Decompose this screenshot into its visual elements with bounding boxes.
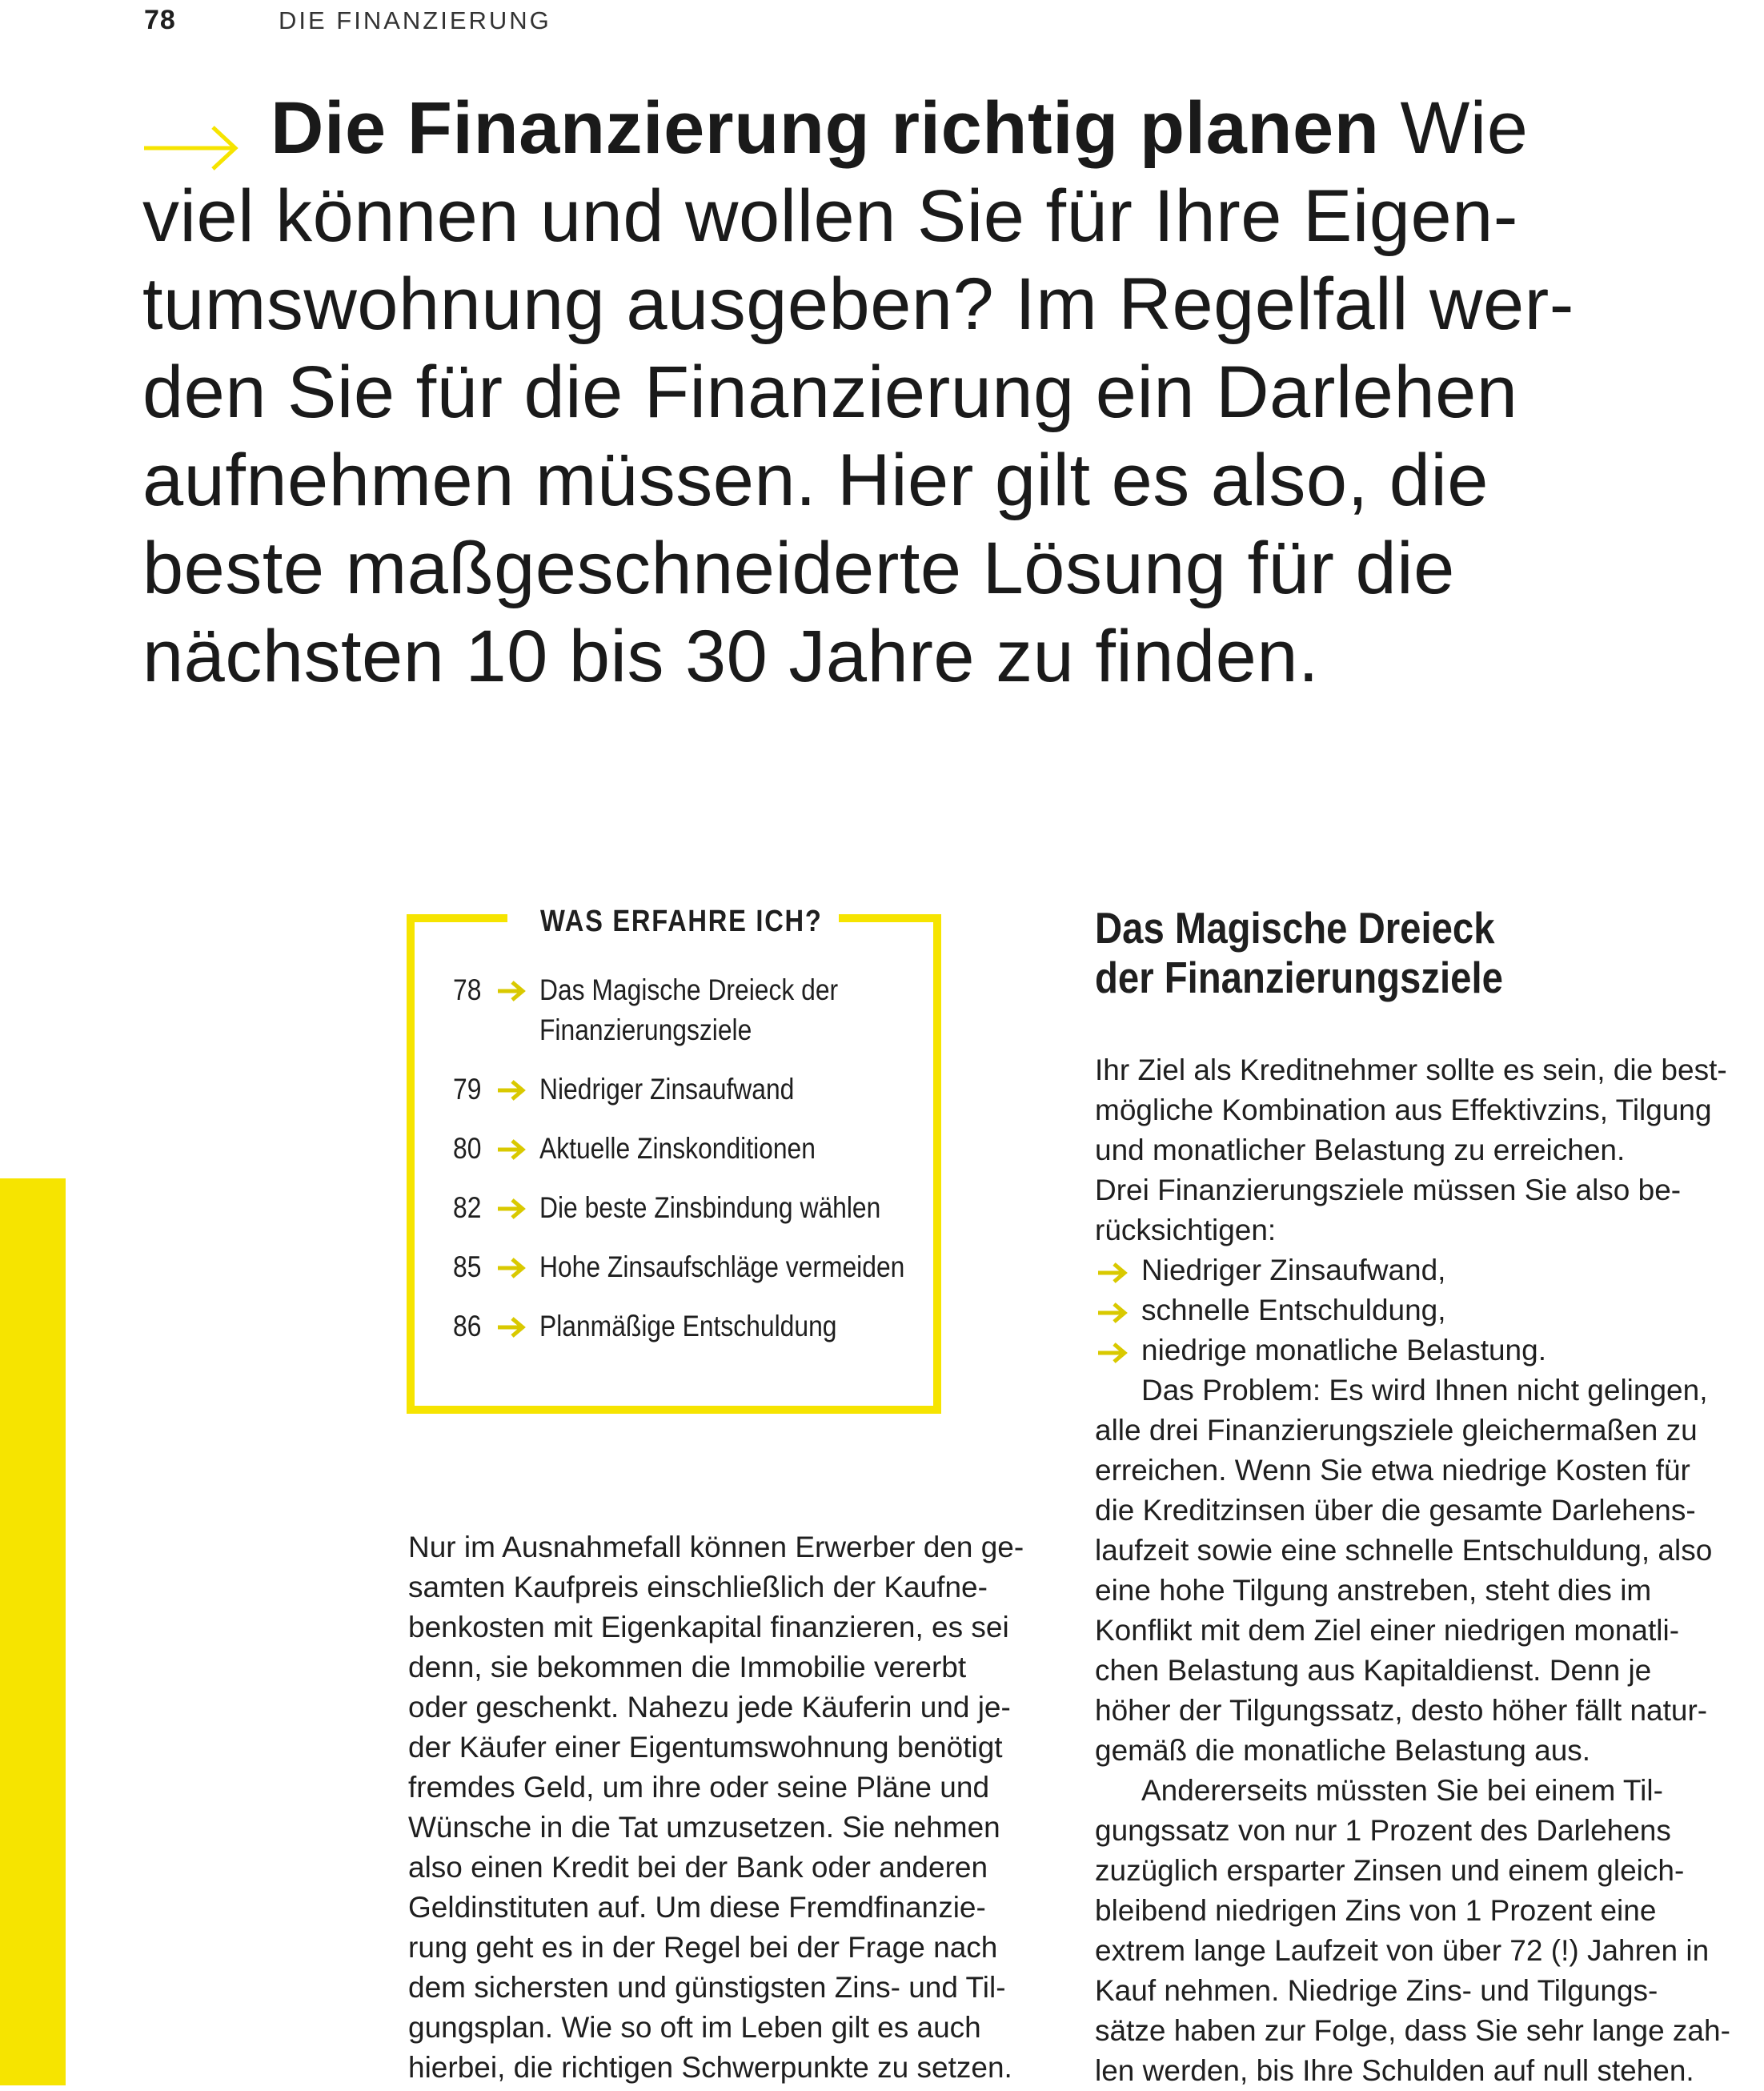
bullet-text: Niedriger Zinsaufwand, xyxy=(1141,1254,1446,1286)
text-line: der Käufer einer Eigentumswohnung benötigt xyxy=(408,1731,1003,1764)
intro-line: Wie xyxy=(1400,87,1529,169)
toc-label: Niedriger Zinsaufwand xyxy=(539,1073,795,1106)
bullet-text: schnelle Entschuldung, xyxy=(1141,1294,1446,1326)
intro-line: nächsten 10 bis 30 Jahre zu finden. xyxy=(142,616,1320,697)
arrow-right-icon xyxy=(496,1257,527,1279)
toc-label-continued: Finanzierungsziele xyxy=(539,1013,752,1046)
running-head: DIE FINANZIERUNG xyxy=(279,6,551,34)
right-column-text xyxy=(1095,1050,1743,2091)
text-line: erreichen. Wenn Sie etwa niedrige Kosten für xyxy=(1095,1454,1690,1487)
arrow-right-icon xyxy=(1096,1342,1129,1364)
text-line: chen Belastung aus Kapitaldienst. Denn je xyxy=(1095,1654,1652,1687)
arrow-right-icon xyxy=(496,1079,527,1102)
bullet-item xyxy=(1095,1290,1743,1330)
text-line: also einen Kredit bei der Bank oder anderen xyxy=(408,1851,988,1884)
bullet-item xyxy=(1095,1330,1743,1371)
text-line: Konflikt mit dem Ziel einer niedrigen monatli- xyxy=(1095,1614,1680,1647)
text-line: rücksichtigen: xyxy=(1095,1214,1277,1246)
text-line: gemäß die monatliche Belastung aus. xyxy=(1095,1734,1591,1767)
intro-line: tumswohnung ausgeben? Im Regelfall wer- xyxy=(142,263,1574,345)
text-line: alle drei Finanzierungsziele gleichermaßen zu xyxy=(1095,1414,1698,1447)
text-line: oder geschenkt. Nahezu jede Käuferin und je- xyxy=(408,1691,1011,1724)
arrow-right-icon xyxy=(496,1198,527,1220)
text-line: rung geht es in der Regel bei der Frage nach xyxy=(408,1931,998,1964)
intro-line: den Sie für die Finanzierung ein Darlehen xyxy=(142,351,1518,433)
bullet-text: niedrige monatliche Belastung. xyxy=(1141,1334,1546,1367)
left-column-text xyxy=(408,1527,1048,2088)
text-line: extrem lange Laufzeit von über 72 (!) Jahren in xyxy=(1095,1934,1710,1967)
text-line: fremdes Geld, um ihre oder seine Pläne und xyxy=(408,1771,990,1804)
arrow-right-icon xyxy=(496,1316,527,1338)
arrow-right-icon xyxy=(496,980,527,1002)
arrow-right-icon xyxy=(496,1138,527,1161)
text-line: benkosten mit Eigenkapital finanzieren, es sei xyxy=(408,1611,1009,1644)
toc-title: WAS ERFAHRE ICH? xyxy=(540,905,823,938)
text-line: und monatlicher Belastung zu erreichen. xyxy=(1095,1134,1626,1166)
toc-label: Aktuelle Zinskonditionen xyxy=(539,1132,816,1165)
yellow-side-bar xyxy=(0,1178,66,2085)
toc-page-number: 78 xyxy=(453,973,482,1006)
text-line: gungsplan. Wie so oft im Leben gilt es auch xyxy=(408,2011,981,2044)
heading-line: Das Magische Dreieck xyxy=(1095,903,1495,953)
text-line: Das Problem: Es wird Ihnen nicht gelingen, xyxy=(1141,1374,1708,1407)
text-line: samten Kaufpreis einschließlich der Kaufne- xyxy=(408,1571,988,1603)
toc-label: Das Magische Dreieck der xyxy=(539,973,839,1006)
intro-line: viel können und wollen Sie für Ihre Eigen- xyxy=(142,175,1518,257)
arrow-right-icon xyxy=(1096,1302,1129,1324)
text-line: die Kreditzinsen über die gesamte Darlehens- xyxy=(1095,1494,1696,1527)
arrow-right-icon xyxy=(142,103,240,151)
text-line: dem sichersten und günstigsten Zins- und Til- xyxy=(408,1971,1006,2004)
toc-page-number: 79 xyxy=(453,1073,482,1106)
intro-title: Die Finanzierung richtig planen xyxy=(271,87,1380,169)
toc-page-number: 80 xyxy=(453,1132,482,1165)
heading-line: der Finanzierungsziele xyxy=(1095,953,1503,1002)
toc-page-number: 86 xyxy=(453,1310,482,1342)
toc-page-number: 82 xyxy=(453,1191,482,1224)
text-line: Wünsche in die Tat umzusetzen. Sie nehmen xyxy=(408,1811,1000,1844)
text-line: bleibend niedrigen Zins von 1 Prozent eine xyxy=(1095,1894,1657,1927)
text-line: laufzeit sowie eine schnelle Entschuldung, also xyxy=(1095,1534,1713,1567)
section-heading xyxy=(1095,903,1503,1002)
text-line: Ihr Ziel als Kreditnehmer sollte es sein, die best- xyxy=(1095,1054,1727,1086)
toc-label: Die beste Zinsbindung wählen xyxy=(539,1191,881,1224)
intro-line: aufnehmen müssen. Hier gilt es also, die xyxy=(142,439,1489,521)
text-line: Geldinstituten auf. Um diese Fremdfinanzie- xyxy=(408,1891,986,1924)
text-line: Andererseits müssten Sie bei einem Til- xyxy=(1141,1774,1663,1807)
text-line: Kauf nehmen. Niedrige Zins- und Tilgungs- xyxy=(1095,1974,1658,2007)
text-line: zuzüglich ersparter Zinsen und einem gleich- xyxy=(1095,1854,1685,1887)
page-number: 78 xyxy=(144,5,176,35)
toc-label: Hohe Zinsaufschläge vermeiden xyxy=(539,1250,905,1283)
text-line: eine hohe Tilgung anstreben, steht dies im xyxy=(1095,1574,1652,1607)
text-line: len werden, bis Ihre Schulden auf null stehen. xyxy=(1095,2054,1694,2087)
arrow-right-icon xyxy=(1096,1262,1129,1284)
text-line: gungssatz von nur 1 Prozent des Darlehens xyxy=(1095,1814,1671,1847)
text-line: hierbei, die richtigen Schwerpunkte zu setzen. xyxy=(408,2051,1012,2084)
text-line: Nur im Ausnahmefall können Erwerber den ge- xyxy=(408,1531,1024,1563)
toc-label: Planmäßige Entschuldung xyxy=(539,1310,837,1342)
intro-paragraph xyxy=(142,84,1615,700)
bullet-item xyxy=(1095,1250,1743,1290)
intro-line: beste maßgeschneiderte Lösung für die xyxy=(142,528,1455,609)
text-line: mögliche Kombination aus Effektivzins, Tilgung xyxy=(1095,1094,1712,1126)
text-line: denn, sie bekommen die Immobilie vererbt xyxy=(408,1651,967,1684)
text-line: sätze haben zur Folge, dass Sie sehr lange zah- xyxy=(1095,2014,1730,2047)
text-line: höher der Tilgungssatz, desto höher fällt natur- xyxy=(1095,1694,1708,1727)
toc-page-number: 85 xyxy=(453,1250,482,1283)
text-line: Drei Finanzierungsziele müssen Sie also be- xyxy=(1095,1174,1682,1206)
